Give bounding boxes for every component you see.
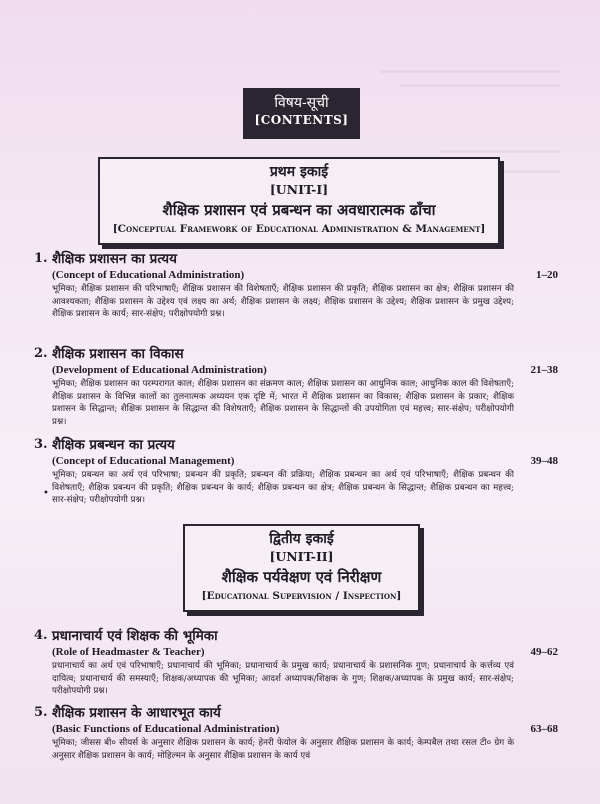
unit-1-label-english: [UNIT-I] [269,182,329,197]
chapter-number: 4. [34,628,48,643]
chapter-number: 3. [34,437,48,452]
chapter-pages: 39–48 [530,455,558,467]
show-through-line [440,150,560,153]
chapter-pages: 63–68 [530,723,558,735]
chapter-summary: भूमिका; शैक्षिक प्रशासन की परिभाषाएँ; शैक्षिक प्रशासन की विशेषताएँ; शैक्षिक प्रशासन की प्रकृति; शैक्षिक प्रशासन का क्षेत्र; शैक्षिक प्रशासन की आवश्यकता; शैक्षिक प्रशासन के उद्देश्य एवं लक्ष्य का अर्थ; शैक्षिक प्रशासन के लक्ष्य; शैक्षिक प्रशासन के उद्देश्य; शैक्षिक प्रशासन के प्रमुख उद्देश्य; शैक्षिक प्रशासन के कार्य; सार-संक्षेप; परीक्षोपयोगी प्रश्न। [52,284,514,320]
chapter-title-english: (Basic Functions of Educational Administration) [52,723,280,735]
chapter-title-hindi: शैक्षिक प्रबन्धन का प्रत्यय [52,437,175,453]
chapter-title-hindi: शैक्षिक प्रशासन का विकास [52,346,184,362]
chapter-title-hindi: शैक्षिक प्रशासन के आधारभूत कार्य [52,705,221,721]
chapter-title-hindi: शैक्षिक प्रशासन का प्रत्यय [52,251,177,267]
contents-heading [243,88,360,139]
unit-2-box [183,524,420,612]
chapter-title-hindi: प्रधानाचार्य एवं शिक्षक की भूमिका [52,628,218,644]
chapter-3 [34,436,558,507]
chapter-summary: प्रधानाचार्य का अर्थ एवं परिभाषाएँ; प्रधानाचार्य की भूमिका; प्रधानाचार्य के प्रमुख कार्य; प्रधानाचार्य के प्रशासनिक गुण; प्रधानाचार्य के कर्त्तव्य एवं दायित्व; प्रधानाचार्य की समस्याएँ; शिक्षक/अध्यापक की भूमिका; आदर्श अध्यापक/शिक्षक के गुण; शिक्षक/अध्यापक के प्रमुख कार्य; सार-संक्षेप; परीक्षोपयोगी प्रश्न। [52,661,514,697]
unit-1-box [98,157,500,245]
unit-2-label-english: [UNIT-II] [269,549,334,564]
chapter-4 [34,627,558,698]
unit-2-title-hindi: शैक्षिक पर्यवेक्षण एवं निरीक्षण [221,568,382,586]
unit-1-label-hindi: प्रथम इकाई [269,164,329,180]
chapter-pages: 21–38 [530,364,558,376]
chapter-1 [34,250,558,321]
chapter-title-english: (Concept of Educational Management) [52,455,235,467]
chapter-number: 1. [34,251,48,266]
show-through-line [400,84,560,87]
chapter-5 [34,704,558,762]
chapter-summary: भूमिका; प्रबन्धन का अर्थ एवं परिभाषा; प्रबन्धन की प्रकृति; प्रबन्धन की प्रक्रिया; शैक्षिक प्रबन्धन का अर्थ एवं परिभाषाएँ; शैक्षिक प्रबन्धन की विशेषताएँ; शैक्षिक प्रबन्धन की प्रकृति; शैक्षिक प्रबन्धन के कार्य; शैक्षिक प्रबन्धन का क्षेत्र; शैक्षिक प्रबन्धन के सिद्धान्त; शैक्षिक प्रबन्धन का महत्त्व; सार-संक्षेप; परीक्षोपयोगी प्रश्न। [52,470,514,506]
stray-mark: • [43,488,49,499]
chapter-number: 2. [34,346,48,361]
unit-2-title-english: [Educational Supervision / Inspection] [201,590,402,602]
chapter-pages: 49–62 [530,646,558,658]
contents-title-hindi: विषय-सूची [274,95,329,111]
show-through-line [380,70,560,73]
chapter-pages: 1–20 [536,269,558,281]
chapter-2 [34,345,558,428]
chapter-summary: भूमिका; जीसस बी० सीयर्स के अनुसार शैक्षिक प्रशासन के कार्य; हेनरी फेयोल के अनुसार शैक्षिक प्रशासन के कार्य; केम्पबैल तथा रसल टी० ग्रेग के अनुसार शैक्षिक प्रशासन के कार्य; मोहिल्मन के अनुसार शैक्षिक प्रशासन के कार्य एवं [52,738,514,761]
unit-2-label-hindi: द्वितीय इकाई [269,531,334,547]
contents-title-english: [CONTENTS] [254,113,349,127]
chapter-title-english: (Development of Educational Administration) [52,364,267,376]
chapter-title-english: (Role of Headmaster & Teacher) [52,646,205,658]
chapter-summary: भूमिका; शैक्षिक प्रशासन का परम्परागत काल; शैक्षिक प्रशासन का संक्रमण काल; शैक्षिक प्रशासन का आधुनिक काल; आधुनिक काल की विशेषताएँ; शैक्षिक प्रशासन के विभिन्न कालों का तुलनात्मक अध्ययन एक दृष्टि में; भारत में शैक्षिक प्रशासन का विकास; शैक्षिक प्रशासन के प्रकार; शैक्षिक प्रशासन के सिद्धान्त; शैक्षिक प्रशासन के सिद्धान्त की विशेषताएँ; शैक्षिक प्रशासन के सिद्धान्तों की उपयोगिता एवं महत्त्व; सार-संक्षेप; परीक्षोपयोगी प्रश्न। [52,379,514,427]
unit-1-title-english: [Conceptual Framework of Educational Administration & Management] [112,223,486,235]
unit-1-title-hindi: शैक्षिक प्रशासन एवं प्रबन्धन का अवधारात्मक ढाँचा [162,201,436,219]
chapter-number: 5. [34,705,48,720]
chapter-title-english: (Concept of Educational Administration) [52,269,245,281]
